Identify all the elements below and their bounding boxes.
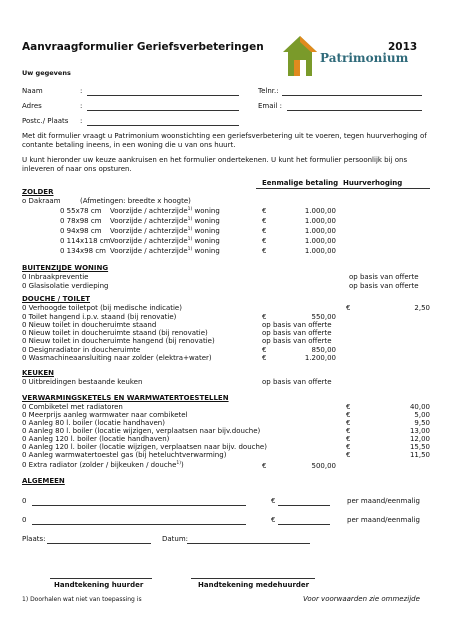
euro-sign: € — [346, 451, 351, 459]
verwarming-heading: VERWARMINGSKETELS EN WARMWATERTOESTELLEN — [22, 394, 229, 402]
verwarming-option[interactable]: 0 Meerprijs aanleg warmwater naar combiketel — [22, 411, 188, 419]
euro-sign: € — [346, 403, 351, 411]
col-huur: Huurverhoging — [343, 179, 403, 187]
zolder-desc: Voorzijde / achterzijde$^{1)}$ woning — [110, 247, 220, 255]
intro-line-3: U kunt hieronder uw keuze aankruisen en het formulier ondertekenen. U kunt het formulier persoonlijk bij ons — [22, 156, 408, 164]
extra-radiator-price: 500,00 — [311, 462, 336, 470]
verwarming-price: 13,00 — [409, 427, 430, 435]
signature-medehuurder-label: Handtekening medehuurder — [198, 581, 310, 589]
keuken-price: op basis van offerte — [262, 378, 332, 386]
email-label: Email : — [258, 102, 283, 110]
euro-sign: € — [346, 435, 351, 443]
adres-field[interactable] — [87, 110, 239, 111]
verwarming-option[interactable]: 0 Aanleg 120 l. boiler (locatie wijzigen, verplaatsen naar bijv. douche) — [22, 443, 267, 451]
douche-option[interactable]: 0 Nieuw toilet in doucheruimte staand (bij renovatie) — [22, 329, 208, 337]
form-year: 2013 — [388, 41, 418, 53]
postc-field[interactable] — [87, 125, 239, 126]
douche-option[interactable]: 0 Nieuw toilet in doucheruimte hangend (bij renovatie) — [22, 337, 215, 345]
euro-sign: € — [262, 346, 267, 354]
col-eenmalig: Eenmalige betaling — [262, 179, 339, 187]
zolder-desc: Voorzijde / achterzijde$^{1)}$ woning — [110, 207, 220, 215]
euro-sign: € — [262, 354, 267, 362]
douche-price: 550,00 — [311, 313, 336, 321]
algemeen-description-field[interactable] — [32, 524, 246, 525]
zolder-size[interactable]: 0 114x118 cm — [60, 237, 111, 245]
algemeen-heading: ALGEMEEN — [22, 477, 65, 485]
douche-price: op basis van offerte — [262, 321, 332, 329]
zolder-heading: ZOLDER — [22, 188, 54, 196]
extra-radiator-option[interactable]: 0 Extra radiator (zolder / bijkeuken / douche$^{1)}$) — [22, 461, 184, 469]
plaats-field[interactable] — [47, 543, 151, 544]
intro-line-1: Met dit formulier vraagt u Patrimonium woonstichting een geriefsverbetering uit te voeren, tegen huurverhoging of — [22, 132, 427, 140]
verwarming-price: 9,50 — [414, 419, 430, 427]
zolder-size[interactable]: 0 134x98 cm — [60, 247, 106, 255]
euro-sign: € — [262, 313, 267, 321]
email-field[interactable] — [287, 110, 422, 111]
verwarming-price: 12,00 — [409, 435, 430, 443]
verwarming-option[interactable]: 0 Aanleg 120 l. boiler (locatie handhaven) — [22, 435, 170, 443]
douche-option[interactable]: 0 Toilet hangend i.p.v. staand (bij renovatie) — [22, 313, 177, 321]
intro-line-2: contante betaling ineens, in een woning die u van ons huurt. — [22, 141, 236, 149]
euro-sign: € — [262, 247, 267, 255]
keuken-heading: KEUKEN — [22, 369, 54, 377]
douche-huur: 2,50 — [414, 304, 430, 312]
glasisolatie-huur: op basis van offerte — [349, 282, 419, 290]
postc-colon: : — [80, 117, 83, 125]
logo-text: Patrimonium — [320, 51, 409, 65]
euro-sign: € — [346, 411, 351, 419]
verwarming-option[interactable]: 0 Combiketel met radiatoren — [22, 403, 123, 411]
footer-right: Voor voorwaarden zie ommezijde — [303, 595, 420, 603]
plaats-label: Plaats: — [22, 535, 46, 543]
zolder-price: 1.000,00 — [304, 217, 336, 225]
euro-sign: € — [262, 207, 267, 215]
verwarming-price: 5,00 — [414, 411, 430, 419]
euro-sign: € — [262, 217, 267, 225]
euro-sign: € — [262, 227, 267, 235]
douche-heading: DOUCHE / TOILET — [22, 295, 91, 303]
zolder-size[interactable]: 0 94x98 cm — [60, 227, 102, 235]
telnr-field[interactable] — [282, 95, 422, 96]
zolder-size[interactable]: 0 78x98 cm — [60, 217, 102, 225]
algemeen-amount-field[interactable] — [278, 505, 330, 506]
verwarming-option[interactable]: 0 Aanleg 80 l. boiler (locatie handhaven) — [22, 419, 165, 427]
douche-option[interactable]: 0 Nieuw toilet in doucheruimte staand — [22, 321, 157, 329]
euro-sign: € — [346, 427, 351, 435]
form-title: Aanvraagformulier Geriefsverbeteringen — [22, 41, 264, 53]
adres-label: Adres — [22, 102, 42, 110]
gegevens-heading: Uw gegevens — [22, 69, 71, 77]
euro-sign: € — [262, 462, 267, 470]
footnote: 1) Doorhalen wat niet van toepassing is — [22, 596, 142, 603]
naam-label: Naam — [22, 87, 43, 95]
algemeen-description-field[interactable] — [32, 505, 246, 506]
algemeen-amount-field[interactable] — [278, 524, 330, 525]
postc-label: Postc./ Plaats — [22, 117, 69, 125]
zolder-price: 1.000,00 — [304, 207, 336, 215]
euro-sign: € — [271, 497, 276, 505]
telnr-label: Telnr.: — [258, 87, 279, 95]
euro-sign: € — [346, 443, 351, 451]
naam-colon: : — [80, 87, 83, 95]
verwarming-price: 40,00 — [409, 403, 430, 411]
douche-option[interactable]: 0 Wasmachineaansluiting naar zolder (elektra+water) — [22, 354, 212, 362]
intro-line-4: inleveren of naar ons opsturen. — [22, 165, 132, 173]
verwarming-price: 15,50 — [409, 443, 430, 451]
euro-sign: € — [346, 304, 351, 312]
euro-sign: € — [262, 237, 267, 245]
patrimonium-logo — [280, 30, 410, 80]
douche-price: 1.200,00 — [304, 354, 336, 362]
euro-sign: € — [346, 419, 351, 427]
inbraak-option[interactable]: 0 Inbraakpreventie — [22, 273, 89, 281]
dakraam-label[interactable]: o Dakraam — [22, 197, 61, 205]
signature-huurder-label: Handtekening huurder — [54, 581, 144, 589]
datum-label: Datum: — [162, 535, 189, 543]
algemeen-suffix: per maand/eenmalig — [347, 516, 420, 524]
verwarming-option[interactable]: 0 Aanleg warmwatertoestel gas (bij heteluchtverwarming) — [22, 451, 227, 459]
douche-option[interactable]: 0 Verhoogde toiletpot (bij medische indicatie) — [22, 304, 182, 312]
douche-option[interactable]: 0 Designradiator in doucheruimte — [22, 346, 141, 354]
algemeen-zero[interactable]: 0 — [22, 516, 27, 524]
euro-sign: € — [271, 516, 276, 524]
signature-line-huurder[interactable] — [50, 578, 152, 579]
keuken-option[interactable]: 0 Uitbreidingen bestaande keuken — [22, 378, 143, 386]
zolder-price: 1.000,00 — [304, 247, 336, 255]
zolder-desc: Voorzijde / achterzijde$^{1)}$ woning — [110, 217, 220, 225]
verwarming-price: 11,50 — [409, 451, 430, 459]
buiten-heading: BUITENZIJDE WONING — [22, 264, 109, 272]
adres-colon: : — [80, 102, 83, 110]
afmetingen-label: (Afmetingen: breedte x hoogte) — [80, 197, 191, 205]
zolder-desc: Voorzijde / achterzijde$^{1)}$ woning — [110, 237, 220, 245]
algemeen-suffix: per maand/eenmalig — [347, 497, 420, 505]
douche-price: op basis van offerte — [262, 329, 332, 337]
naam-field[interactable] — [87, 95, 239, 96]
glasisolatie-option[interactable]: 0 Glasisolatie verdieping — [22, 282, 109, 290]
douche-price: 850,00 — [311, 346, 336, 354]
column-header-line — [256, 188, 430, 189]
inbraak-huur: op basis van offerte — [349, 273, 419, 281]
zolder-size[interactable]: 0 55x78 cm — [60, 207, 102, 215]
algemeen-zero[interactable]: 0 — [22, 497, 27, 505]
zolder-desc: Voorzijde / achterzijde$^{1)}$ woning — [110, 227, 220, 235]
douche-price: op basis van offerte — [262, 337, 332, 345]
zolder-price: 1.000,00 — [304, 237, 336, 245]
signature-line-medehuurder[interactable] — [191, 578, 315, 579]
datum-field[interactable] — [187, 543, 310, 544]
verwarming-option[interactable]: 0 Aanleg 80 l. boiler (locatie wijzigen, verplaatsen naar bijv.douche) — [22, 427, 261, 435]
zolder-price: 1.000,00 — [304, 227, 336, 235]
